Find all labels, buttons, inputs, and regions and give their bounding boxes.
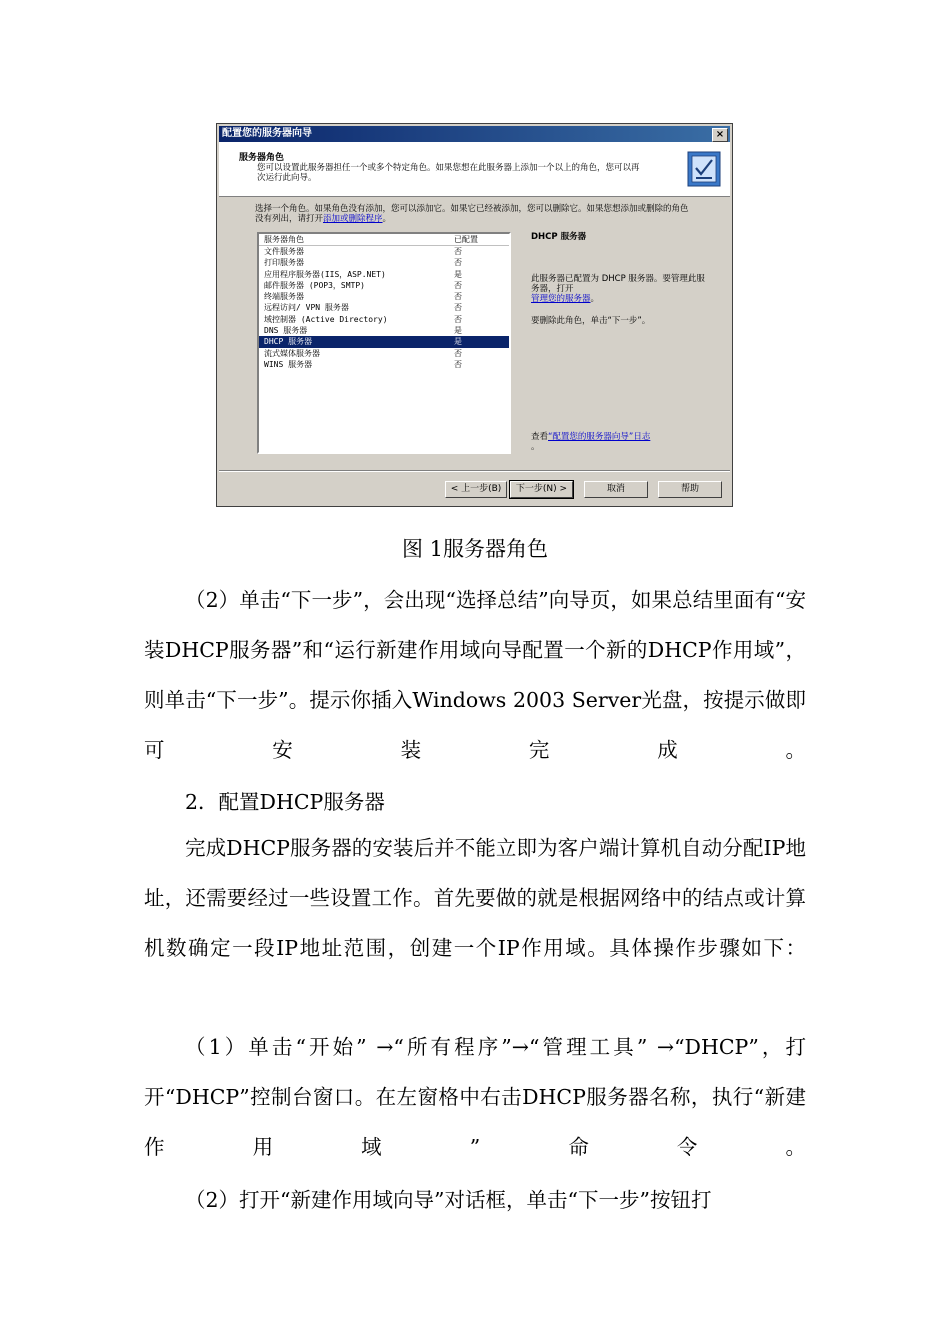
role-name: WINS 服务器 — [264, 359, 313, 369]
close-button[interactable]: × — [712, 128, 728, 142]
role-row[interactable] — [259, 348, 509, 359]
role-details-title: DHCP 服务器 — [531, 232, 587, 242]
role-row[interactable] — [259, 359, 509, 370]
role-name: 终端服务器 — [264, 292, 304, 302]
role-name: 文件服务器 — [264, 247, 304, 256]
role-configured: 否 — [454, 314, 462, 324]
role-configured: 否 — [454, 258, 462, 268]
column-header-role[interactable]: 服务器角色 — [264, 235, 304, 244]
role-name: 应用程序服务器(IIS，ASP.NET) — [264, 269, 386, 279]
header-title: 服务器角色 — [239, 153, 285, 163]
role-row[interactable] — [259, 314, 509, 325]
intro-body: 选择一个角色。如果角色没有添加，您可以添加它。如果它已经被添加，您可以删除它。如果您想添加或删除的角色没有列出，请打开 — [255, 204, 689, 224]
role-row[interactable] — [259, 280, 509, 291]
role-configured: 否 — [454, 359, 462, 369]
role-configured: 否 — [454, 348, 462, 358]
button-separator — [219, 470, 730, 472]
intro-end: 。 — [382, 214, 392, 224]
wizard-log-line — [531, 432, 721, 452]
role-configured: 否 — [454, 280, 462, 290]
intro-text — [255, 204, 695, 224]
role-configured: 否 — [454, 247, 462, 256]
role-row[interactable] — [259, 336, 509, 347]
role-configured: 否 — [454, 292, 462, 302]
role-row[interactable] — [259, 302, 509, 313]
role-row[interactable] — [259, 246, 509, 257]
role-row[interactable] — [259, 291, 509, 302]
role-configured: 是 — [454, 326, 462, 336]
dialog-title: 配置您的服务器向导 — [222, 128, 312, 139]
section-heading-configure-dhcp: 2．配置DHCP服务器 — [185, 790, 385, 814]
manage-link-end: 。 — [590, 294, 600, 304]
dialog-titlebar — [219, 126, 730, 142]
next-button[interactable]: 下一步(N) > — [510, 481, 573, 498]
figure-caption: 图 1服务器角色 — [401, 537, 549, 561]
paragraph-create-scope: 完成DHCP服务器的安装后并不能立即为客户端计算机自动分配IP地址，还需要经过一些设置工作。首先要做的就是根据网络中的结点或计算机数确定一段IP地址范围，创建一个IP作用域。具体操作步骤如下： — [144, 836, 806, 960]
role-name: 邮件服务器 (POP3，SMTP) — [264, 280, 365, 290]
header-description: 您可以设置此服务器担任一个或多个特定角色。如果您想在此服务器上添加一个以上的角色，您可以再次运行此向导。 — [257, 163, 640, 183]
cancel-button[interactable]: 取消 — [584, 481, 648, 498]
role-row[interactable] — [259, 257, 509, 268]
role-name: DHCP 服务器 — [264, 337, 313, 347]
log-end: 。 — [531, 442, 540, 452]
wizard-log-link[interactable]: “配置您的服务器向导”日志 — [548, 432, 651, 442]
configure-server-wizard-dialog — [216, 123, 733, 507]
role-configured: 是 — [454, 269, 462, 279]
remove-role-hint: 要删除此角色，单击“下一步”。 — [531, 316, 651, 326]
wizard-header — [219, 142, 730, 197]
role-rows — [259, 246, 509, 370]
role-details-desc-text: 此服务器已配置为 DHCP 服务器。要管理此服务器，打开 — [531, 274, 705, 294]
paragraph-open-dhcp-console: （1）单击“开始” →“所有程序”→“管理工具” →“DHCP”，打开“DHCP”控制台窗口。在左窗格中右击DHCP服务器名称，执行“新建作用域”命令。 — [144, 1035, 806, 1159]
role-details-description — [531, 274, 711, 304]
role-name: 远程访问/ VPN 服务器 — [264, 303, 349, 313]
column-header-configured[interactable]: 已配置 — [454, 235, 478, 244]
manage-server-link[interactable]: 管理您的服务器 — [531, 294, 591, 304]
log-prefix: 查看 — [531, 432, 549, 442]
role-configured: 是 — [454, 337, 462, 347]
paragraph-new-scope-wizard: （2）打开“新建作用域向导”对话框，单击“下一步”按钮打 — [185, 1188, 712, 1212]
role-configured: 否 — [454, 303, 462, 313]
paragraph-install-summary: （2）单击“下一步”，会出现“选择总结”向导页，如果总结里面有“安装DHCP服务器”和“运行新建作用域向导配置一个新的DHCP作用域”，则单击“下一步”。提示你插入Windows 2003 Server光盘，按提示做即可安装完成。 — [144, 588, 806, 762]
role-name: 流式媒体服务器 — [264, 348, 320, 358]
help-button[interactable]: 帮助 — [658, 481, 722, 498]
server-roles-listbox[interactable] — [257, 232, 511, 454]
role-name: 打印服务器 — [264, 258, 304, 268]
add-remove-programs-link[interactable]: 添加或删除程序 — [323, 214, 383, 224]
back-button[interactable]: < 上一步(B) — [445, 481, 507, 498]
role-name: DNS 服务器 — [264, 326, 308, 336]
server-wizard-icon — [684, 148, 724, 190]
list-header — [259, 234, 509, 246]
role-row[interactable] — [259, 269, 509, 280]
role-row[interactable] — [259, 325, 509, 336]
role-name: 域控制器 (Active Directory) — [264, 314, 388, 324]
